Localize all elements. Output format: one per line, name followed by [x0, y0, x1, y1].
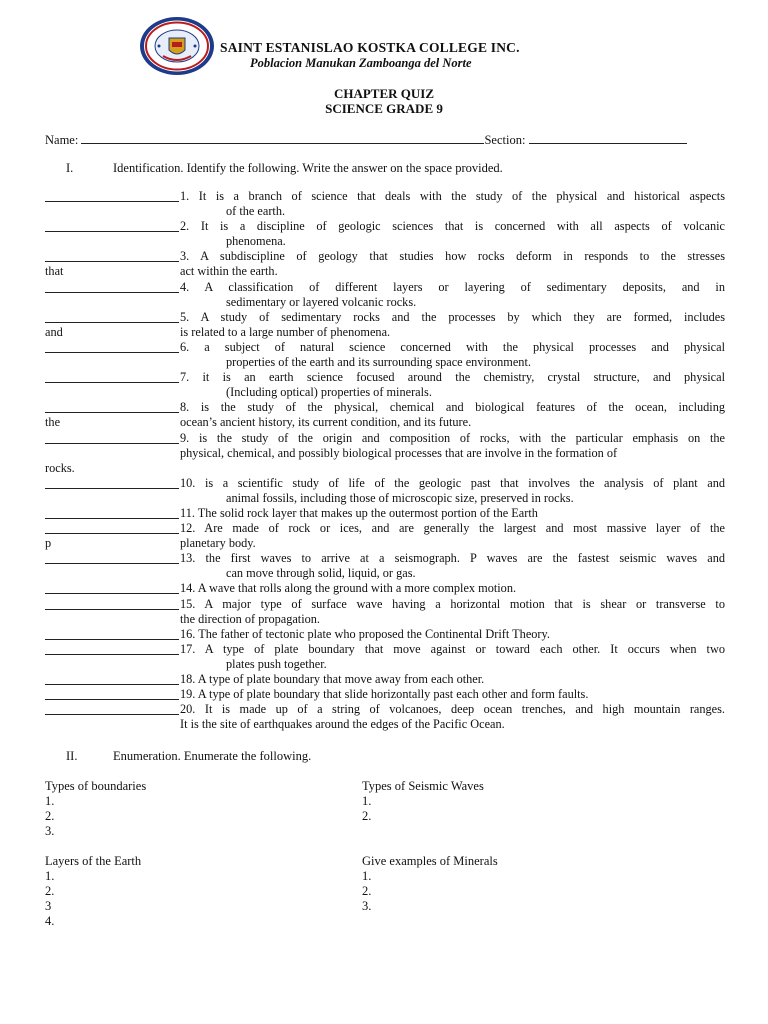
quiz-item-continuation: sedimentary or layered volcanic rocks.: [226, 294, 417, 309]
enum-item: 3.: [362, 899, 372, 914]
quiz-subtitle: SCIENCE GRADE 9: [325, 101, 443, 116]
quiz-item-text: 3. A subdiscipline of geology that studies how rocks deform in responds to the stresses: [180, 249, 725, 264]
quiz-item: [45, 280, 725, 310]
quiz-item: [45, 672, 725, 687]
quiz-item-text: 13. the first waves to arrive at a seismograph. P waves are the fastest seismic waves and: [180, 551, 725, 566]
quiz-item-text: 19. A type of plate boundary that slide horizontally past each other and form faults.: [180, 687, 589, 702]
enum-group: [45, 854, 141, 929]
school-address: Poblacion Manukan Zamboanga del Norte: [250, 56, 472, 70]
quiz-item-continuation: plates push together.: [226, 656, 327, 671]
quiz-item: [45, 219, 725, 249]
quiz-item-overflow-text: that: [45, 264, 64, 279]
answer-blank[interactable]: [45, 249, 179, 262]
quiz-item-continuation: the direction of propagation.: [180, 611, 321, 626]
section-field[interactable]: [529, 131, 687, 144]
answer-blank[interactable]: [45, 476, 179, 489]
quiz-item-overflow-text: the: [45, 415, 61, 430]
enum-group: [362, 854, 498, 914]
part-one-numeral: I.: [66, 161, 74, 175]
part-one-instruction: Identification. Identify the following. Write the answer on the space provided.: [113, 161, 503, 175]
quiz-item-continuation: can move through solid, liquid, or gas.: [226, 566, 416, 581]
name-field[interactable]: [81, 131, 484, 144]
quiz-item-text: 17. A type of plate boundary that move against or toward each other. It occurs when two: [180, 641, 725, 656]
enum-item: 1.: [362, 794, 372, 809]
enum-item: 3: [45, 899, 52, 914]
quiz-item-continuation: phenomena.: [226, 234, 286, 249]
enum-item: 2.: [362, 809, 372, 824]
quiz-item-text: 2. It is a discipline of geologic sciences that is concerned with all aspects of volcanic: [180, 219, 725, 234]
quiz-item-text: 5. A study of sedimentary rocks and the processes by which they are formed, includes: [180, 309, 725, 324]
answer-blank[interactable]: [45, 370, 179, 383]
enum-group-title: Give examples of Minerals: [362, 854, 498, 868]
quiz-item: [45, 431, 725, 476]
quiz-item-continuation: animal fossils, including those of microscopic size, preserved in rocks.: [226, 490, 574, 505]
quiz-item-text: 9. is the study of the origin and composition of rocks, with the particular emphasis on the: [180, 430, 725, 445]
quiz-item: [45, 249, 725, 279]
answer-blank[interactable]: [45, 310, 179, 323]
quiz-item: [45, 702, 725, 732]
answer-blank[interactable]: [45, 627, 179, 640]
identification-list: [45, 189, 725, 732]
quiz-item-overflow-text: p: [45, 536, 52, 551]
quiz-item-text: 16. The father of tectonic plate who proposed the Continental Drift Theory.: [180, 626, 550, 641]
quiz-item-continuation: of the earth.: [226, 204, 286, 219]
answer-blank[interactable]: [45, 597, 179, 610]
answer-blank[interactable]: [45, 340, 179, 353]
quiz-item-text: 8. is the study of the physical, chemical and biological features of the ocean, including: [180, 400, 725, 415]
quiz-item-continuation: planetary body.: [180, 536, 256, 551]
name-label: Name:: [45, 133, 79, 147]
answer-blank[interactable]: [45, 219, 179, 232]
answer-blank[interactable]: [45, 687, 179, 700]
quiz-item-continuation: physical, chemical, and possibly biological processes that are involve in the formation of: [180, 445, 618, 460]
enum-item: 4.: [45, 914, 55, 929]
school-name: SAINT ESTANISLAO KOSTKA COLLEGE INC.: [220, 40, 520, 55]
quiz-item-text: 20. It is made up of a string of volcanoes, deep ocean trenches, and high mountain ranges.: [180, 702, 725, 717]
answer-blank[interactable]: [45, 642, 179, 655]
answer-blank[interactable]: [45, 551, 179, 564]
answer-blank[interactable]: [45, 702, 179, 715]
answer-blank[interactable]: [45, 672, 179, 685]
quiz-item: [45, 521, 725, 551]
quiz-item-text: 12. Are made of rock or ices, and are generally the largest and most massive layer of the: [180, 521, 725, 536]
quiz-item: [45, 642, 725, 672]
quiz-item: [45, 476, 725, 506]
quiz-item-text: 15. A major type of surface wave having a horizontal motion that is shear or transverse to: [180, 596, 725, 611]
enum-group-title: Types of Seismic Waves: [362, 779, 484, 793]
quiz-item: [45, 687, 725, 702]
quiz-item-overflow-text: rocks.: [45, 460, 75, 475]
enum-item: 2.: [45, 884, 55, 899]
quiz-item: [45, 370, 725, 400]
quiz-item: [45, 627, 725, 642]
quiz-item: [45, 551, 725, 581]
enum-group-title: Layers of the Earth: [45, 854, 142, 868]
answer-blank[interactable]: [45, 400, 179, 413]
enum-group: [362, 779, 484, 824]
enum-item: 3.: [45, 824, 55, 839]
enum-group: [45, 779, 146, 839]
quiz-item-continuation: is related to a large number of phenomena.: [180, 324, 391, 339]
answer-blank[interactable]: [45, 280, 179, 293]
answer-blank[interactable]: [45, 431, 179, 444]
section-label: Section:: [484, 133, 526, 147]
quiz-item-text: 18. A type of plate boundary that move away from each other.: [180, 672, 485, 686]
enum-group-title: Types of boundaries: [45, 779, 147, 793]
enum-item: 1.: [45, 794, 55, 809]
quiz-item: [45, 581, 725, 596]
quiz-item: [45, 506, 725, 521]
quiz-item-continuation: (Including optical) properties of minerals.: [226, 385, 432, 400]
quiz-item-text: 11. The solid rock layer that makes up the outermost portion of the Earth: [180, 505, 538, 520]
quiz-item-continuation: It is the site of earthquakes around the edges of the Pacific Ocean.: [180, 717, 505, 732]
quiz-item: [45, 310, 725, 340]
quiz-item: [45, 597, 725, 627]
enum-item: 2.: [362, 884, 372, 899]
quiz-item: [45, 340, 725, 370]
enum-item: 2.: [45, 809, 55, 824]
answer-blank[interactable]: [45, 189, 179, 202]
quiz-item-text: 4. A classification of different layers or layering of sedimentary deposits, and in: [180, 279, 725, 294]
quiz-item-continuation: act within the earth.: [180, 264, 278, 279]
quiz-title: CHAPTER QUIZ: [333, 86, 435, 101]
enum-item: 1.: [45, 869, 55, 884]
quiz-item: [45, 400, 725, 430]
answer-blank[interactable]: [45, 506, 179, 519]
quiz-item-overflow-text: and: [45, 324, 63, 339]
quiz-item-text: 7. it is an earth science focused around the chemistry, crystal structure, and physical: [180, 370, 725, 385]
quiz-item-text: 14. A wave that rolls along the ground with a more complex motion.: [180, 581, 517, 596]
quiz-item-text: 6. a subject of natural science concerned with the physical processes and physical: [180, 339, 725, 354]
answer-blank[interactable]: [45, 581, 179, 594]
part-two-numeral: II.: [66, 749, 78, 763]
school-seal-logo: [139, 16, 215, 76]
name-section-row: [45, 131, 687, 148]
part-two-instruction: Enumeration. Enumerate the following.: [113, 749, 312, 763]
quiz-item: [45, 189, 725, 219]
quiz-item-text: 1. It is a branch of science that deals with the study of the physical and historical aspects: [180, 189, 725, 203]
quiz-item-continuation: ocean’s ancient history, its current condition, and its future.: [180, 415, 472, 430]
answer-blank[interactable]: [45, 521, 179, 534]
enum-item: 1.: [362, 869, 372, 884]
quiz-item-continuation: properties of the earth and its surrounding space environment.: [226, 355, 531, 370]
quiz-item-text: 10. is a scientific study of life of the geologic past that involves the analysis of plant and: [180, 475, 725, 490]
